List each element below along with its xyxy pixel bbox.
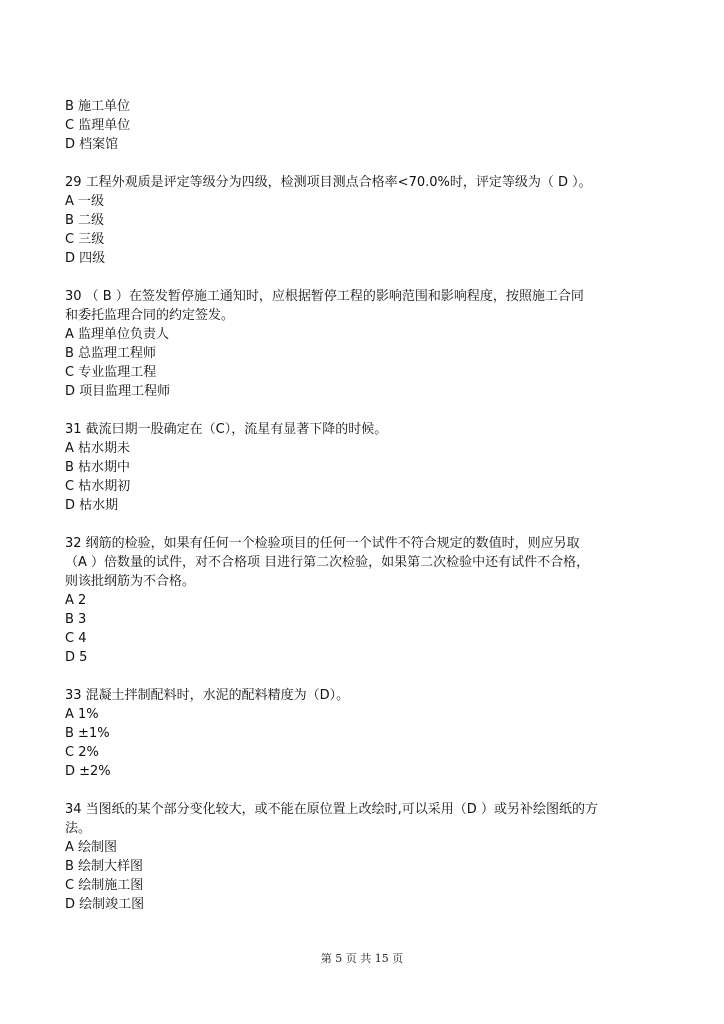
question-32-option-a: A 2: [65, 593, 87, 608]
question-33-option-a: A 1%: [65, 707, 99, 722]
page-number-footer: 第 5 页 共 15 页: [320, 952, 404, 965]
option-d: D 档案馆: [65, 137, 119, 152]
question-33-option-d: D ±2%: [65, 764, 111, 779]
question-33-option-c: C 2%: [65, 745, 99, 760]
question-31-option-d: D 枯水期: [65, 498, 119, 513]
question-29-option-b: B 二级: [65, 213, 105, 228]
question-32-stem-line-3: 则该批纲筋为不合格。: [65, 574, 196, 589]
question-32-option-d: D 5: [65, 650, 88, 665]
question-30-option-b: B 总监理工程师: [65, 346, 157, 361]
question-33-option-b: B ±1%: [65, 726, 110, 741]
question-34-option-d: D 绘制竣工图: [65, 897, 145, 912]
question-31-option-b: B 枯水期中: [65, 460, 131, 475]
question-34-option-c: C 绘制施工图: [65, 878, 144, 893]
question-34-option-b: B 绘制大样图: [65, 859, 144, 874]
question-31-option-a: A 枯水期未: [65, 441, 131, 456]
question-29-option-d: D 四级: [65, 251, 106, 266]
question-31-option-c: C 枯水期初: [65, 479, 131, 494]
question-32-option-c: C 4: [65, 631, 87, 646]
question-32-stem-line-1: 32 纲筋的检验，如果有任何一个检验项目的任何一个试件不符合规定的数值时，则应另取: [65, 536, 580, 551]
question-30-stem-line-1: 30 （ B ）在签发暂停施工通知时，应根据暂停工程的影响范围和影响程度，按照施工合同: [65, 289, 584, 304]
question-32-stem-line-2: （A ）倍数量的试件，对不合格项 目进行第二次检验，如果第二次检验中还有试件不合格，: [65, 555, 590, 570]
question-34-stem-line-1: 34 当图纸的某个部分变化较大，或不能在原位置上改绘时,可以采用（D ）或另补绘图纸的方: [65, 802, 598, 817]
question-32-option-b: B 3: [65, 612, 87, 627]
option-c: C 监理单位: [65, 118, 131, 133]
question-30-option-a: A 监理单位负责人: [65, 327, 170, 342]
question-34-stem-line-2: 法。: [65, 821, 92, 836]
question-34-option-a: A 绘制图: [65, 840, 118, 855]
question-29-stem: 29 工程外观质是评定等级分为四级，检测项目测点合格率<70.0%时，评定等级为（ D ）。: [65, 175, 592, 190]
question-29-option-a: A 一级: [65, 194, 105, 209]
question-30-stem-line-2: 和委托监理合同的约定签发。: [65, 308, 235, 323]
question-29-option-c: C 三级: [65, 232, 105, 247]
question-33-stem: 33 混凝土拌制配料时，水泥的配料精度为（D）。: [65, 688, 350, 703]
option-b: B 施工单位: [65, 99, 131, 114]
question-31-stem: 31 截流曰期一股确定在（C），流星有显著下降的时候。: [65, 422, 388, 437]
question-30-option-d: D 项目监理工程师: [65, 384, 171, 399]
question-30-option-c: C 专业监理工程: [65, 365, 157, 380]
